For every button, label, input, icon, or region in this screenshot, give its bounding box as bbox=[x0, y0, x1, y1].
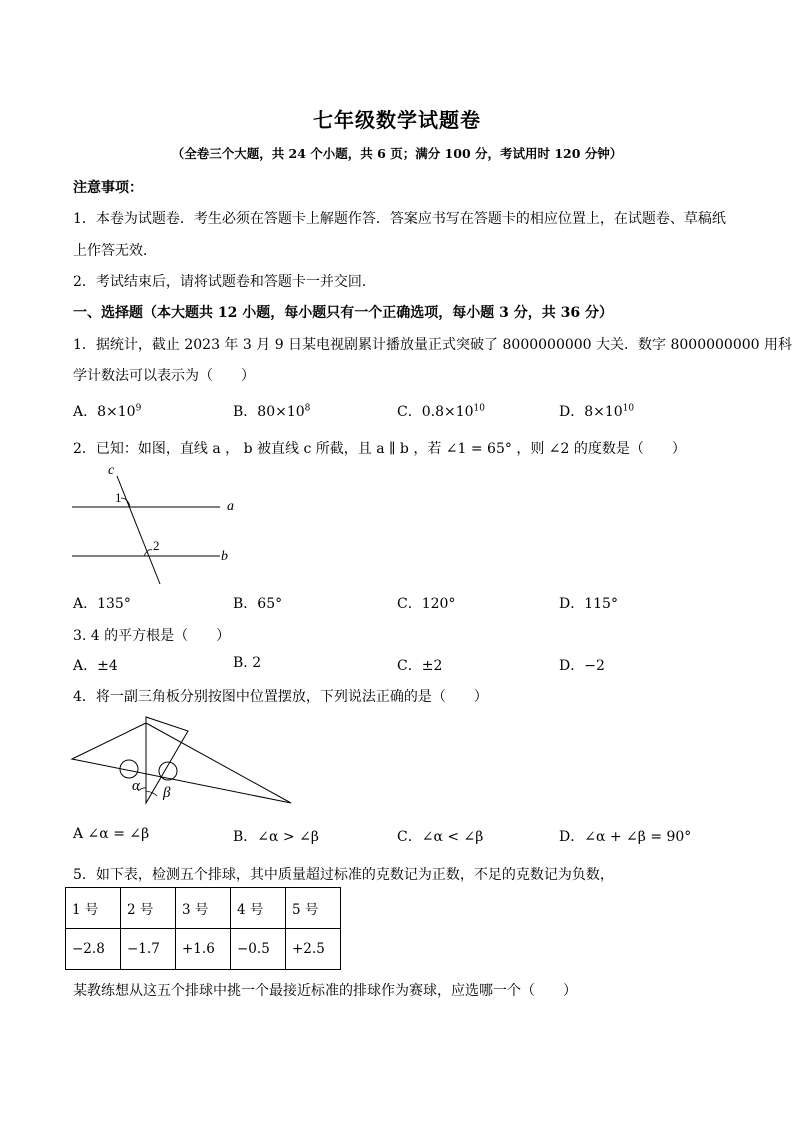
q1-line-1: 1．据统计，截止 2023 年 3 月 9 日某电视剧累计播放量正式突破了 8000000000 大关．数字 8000000000 用科 bbox=[73, 337, 792, 353]
q1-option-d-exponent: 10 bbox=[622, 403, 635, 414]
table-cell: −1.7 bbox=[121, 929, 176, 970]
q1-option-a-label: A． bbox=[73, 404, 98, 420]
table-cell: +1.6 bbox=[176, 929, 231, 970]
label-c: c bbox=[108, 463, 115, 478]
q3-option-c: C．±2 bbox=[397, 658, 443, 674]
table-cell: +2.5 bbox=[286, 929, 341, 970]
notice-item-1-line-2: 上作答无效． bbox=[73, 243, 157, 259]
notice-item-1-line-1: 1．本卷为试题卷．考生必须在答题卡上解题作答．答案应书写在答题卡的相应位置上，在试题卷、草稿纸 bbox=[73, 211, 726, 227]
section-1-heading: 一、选择题（本大题共 12 小题，每小题只有一个正确选项，每小题 3 分，共 36 分） bbox=[73, 305, 613, 321]
q3-option-b: B. 2 bbox=[233, 655, 262, 671]
label-angle-2: 2 bbox=[153, 538, 160, 553]
q5-stem: 5．如下表，检测五个排球，其中质量超过标准的克数记为正数，不足的克数记为负数， bbox=[73, 867, 614, 883]
q1-option-c bbox=[397, 401, 485, 421]
q1-option-a-exponent: 9 bbox=[135, 403, 142, 414]
table-header-cell: 4 号 bbox=[231, 888, 286, 929]
table-header-cell: 1 号 bbox=[66, 888, 121, 929]
table-cell: −2.8 bbox=[66, 929, 121, 970]
table-header-cell: 3 号 bbox=[176, 888, 231, 929]
q2-option-d: D．115° bbox=[559, 596, 618, 612]
q3-stem: 3. 4 的平方根是（ ） bbox=[73, 628, 231, 644]
q4-option-c: C．∠α < ∠β bbox=[397, 829, 484, 845]
q1-option-a bbox=[73, 401, 141, 421]
exam-subtitle: （全卷三个大题，共 24 个小题，共 6 页；满分 100 分，考试用时 120 分钟） bbox=[171, 146, 623, 161]
label-b: b bbox=[221, 549, 228, 564]
q4-stem: 4．将一副三角板分别按图中位置摆放，下列说法正确的是（ ） bbox=[73, 689, 488, 705]
q3-option-a: A．±4 bbox=[73, 658, 118, 674]
q1-option-a-mantissa: 8×10 bbox=[97, 404, 136, 420]
label-beta: β bbox=[163, 785, 171, 801]
q1-option-c-mantissa: 0.8×10 bbox=[421, 404, 474, 420]
q2-parallel-lines-figure bbox=[60, 458, 260, 592]
set-square-1 bbox=[72, 723, 291, 803]
q1-option-c-label: C． bbox=[397, 404, 422, 420]
q1-option-d-label: D． bbox=[559, 404, 585, 420]
q1-option-b-exponent: 8 bbox=[304, 403, 311, 414]
q2-option-c: C．120° bbox=[397, 596, 456, 612]
q5-ball-table bbox=[65, 887, 341, 970]
q2-stem: 2．已知：如图，直线 a ， b 被直线 c 所截，且 a ∥ b ，若 ∠1 = 65° ，则 ∠2 的度数是（ ） bbox=[73, 441, 686, 457]
q1-option-b-label: B． bbox=[233, 404, 258, 420]
table-row bbox=[66, 929, 341, 970]
label-angle-1: 1 bbox=[115, 490, 122, 505]
label-a: a bbox=[227, 499, 234, 514]
q2-option-b: B．65° bbox=[233, 596, 283, 612]
q1-option-b bbox=[233, 401, 310, 421]
notice-heading: 注意事项： bbox=[73, 180, 143, 196]
q1-line-2: 学计数法可以表示为（ ） bbox=[73, 368, 255, 384]
q3-option-d: D．−2 bbox=[559, 658, 605, 674]
notice-item-2: 2．考试结束后，请将试题卷和答题卡一并交回． bbox=[73, 274, 376, 290]
q4-option-a: A ∠α = ∠β bbox=[73, 826, 150, 842]
label-alpha: α bbox=[132, 778, 140, 794]
q1-option-d-mantissa: 8×10 bbox=[584, 404, 623, 420]
q1-option-d bbox=[559, 401, 634, 421]
q4-option-b: B．∠α > ∠β bbox=[233, 829, 319, 845]
q1-option-c-exponent: 10 bbox=[473, 403, 485, 414]
q4-set-squares-figure bbox=[65, 712, 300, 816]
exam-title: 七年级数学试题卷 bbox=[313, 108, 481, 132]
q1-option-b-mantissa: 80×10 bbox=[257, 404, 305, 420]
q4-option-d: D．∠α + ∠β = 90° bbox=[559, 829, 692, 845]
line-c bbox=[117, 476, 160, 584]
q2-option-a: A．135° bbox=[73, 596, 131, 612]
table-header-cell: 5 号 bbox=[286, 888, 341, 929]
table-cell: −0.5 bbox=[231, 929, 286, 970]
table-header-row bbox=[66, 888, 341, 929]
q5-question: 某教练想从这五个排球中挑一个最接近标准的排球作为赛球，应选哪一个（ ） bbox=[73, 983, 577, 999]
table-header-cell: 2 号 bbox=[121, 888, 176, 929]
